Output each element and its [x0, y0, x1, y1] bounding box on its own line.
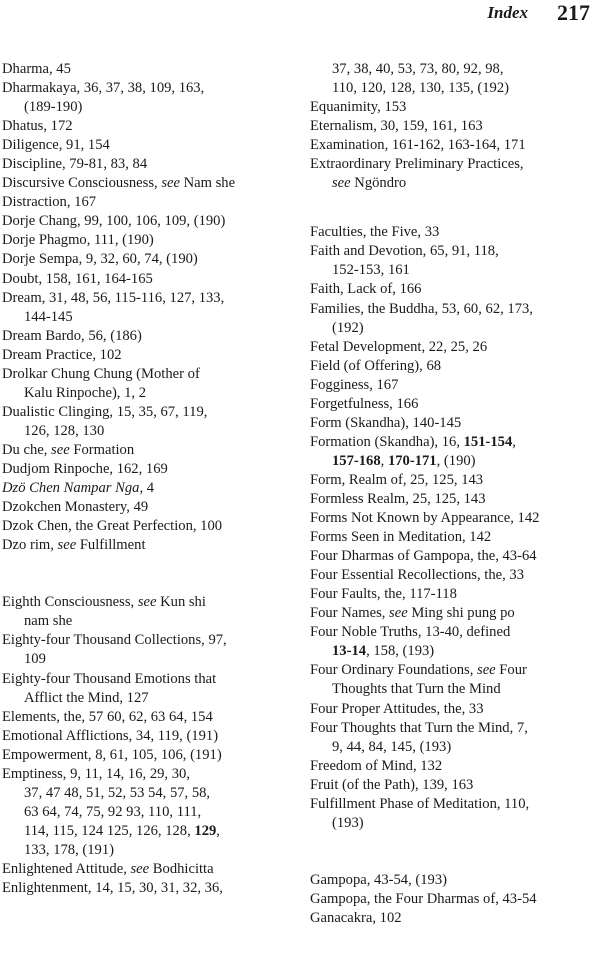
index-entry: Four Essential Recollections, the, 33: [310, 567, 525, 584]
index-entry: Four Thoughts that Turn the Mind, 7,: [310, 719, 528, 736]
index-entry: Dorje Phagmo, 111, (190): [2, 232, 154, 249]
index-entry: Form, Realm of, 25, 125, 143: [310, 471, 484, 488]
index-entry: Dzö Chen Nampar Nga, 4: [2, 480, 155, 497]
index-entry: Dharma, 45: [2, 61, 71, 77]
index-entry: Dream, 31, 48, 56, 115-116, 127, 133,: [2, 289, 225, 306]
index-entry: Du che, see Formation: [2, 441, 135, 458]
index-entry: Drolkar Chung Chung (Mother of: [2, 365, 200, 382]
index-entry: Four Noble Truths, 13-40, defined: [310, 624, 511, 641]
index-entry-continuation: 133, 178, (191): [24, 841, 114, 858]
index-entry-continuation: 157-168, 170-171, (190): [332, 452, 476, 469]
index-entry: Discipline, 79-81, 83, 84: [2, 156, 148, 173]
index-entry: Dream Bardo, 56, (186): [2, 327, 142, 344]
index-entry: Discursive Consciousness, see Nam she: [2, 175, 236, 192]
page-number: 217: [557, 0, 590, 25]
index-entry: Four Proper Attitudes, the, 33: [310, 700, 484, 717]
index-entry: Equanimity, 153: [310, 99, 407, 116]
index-entry: Freedom of Mind, 132: [310, 757, 443, 774]
index-entry: Dorje Chang, 99, 100, 106, 109, (190): [2, 213, 226, 230]
index-entry: Doubt, 158, 161, 164-165: [2, 270, 153, 287]
index-entry: Eighth Consciousness, see Kun shi: [2, 594, 206, 611]
index-entry: Forgetfulness, 166: [310, 395, 419, 412]
index-entry: Dorje Sempa, 9, 32, 60, 74, (190): [2, 251, 198, 268]
index-entry: Dhatus, 172: [2, 118, 73, 135]
index-entry: Formation (Skandha), 16, 151-154,: [310, 433, 516, 450]
index-entry: Faculties, the Five, 33: [310, 224, 440, 241]
section-gap: [2, 555, 292, 593]
index-entry: Form (Skandha), 140-145: [310, 414, 462, 431]
index-entry: Field (of Offering), 68: [310, 357, 442, 374]
index-entry: Fulfillment Phase of Meditation, 110,: [310, 795, 530, 812]
index-entry: Emotional Afflictions, 34, 119, (191): [2, 727, 219, 744]
index-entry: Dharmakaya, 36, 37, 38, 109, 163,: [2, 80, 205, 97]
index-entry: Emptiness, 9, 11, 14, 16, 29, 30,: [2, 765, 190, 782]
index-entry-continuation: (189-190): [24, 99, 83, 116]
index-entry: Gampopa, 43-54, (193): [310, 871, 447, 888]
index-entry: Four Names, see Ming shi pung po: [310, 605, 515, 622]
index-column-right: [310, 60, 600, 928]
index-entry: Forms Seen in Meditation, 142: [310, 529, 492, 546]
index-entry: Dzokchen Monastery, 49: [2, 499, 149, 516]
index-entry-continuation: 13-14, 158, (193): [332, 643, 435, 660]
page-header: [0, 0, 600, 30]
index-entry: Empowerment, 8, 61, 105, 106, (191): [2, 746, 222, 763]
index-entry-continuation: see Ngöndro: [332, 175, 407, 192]
index-entry-continuation: Thoughts that Turn the Mind: [332, 681, 501, 698]
index-entry: Four Faults, the, 117-118: [310, 586, 457, 603]
index-entry: Formless Realm, 25, 125, 143: [310, 490, 486, 507]
index-entry: Dualistic Clinging, 15, 35, 67, 119,: [2, 403, 208, 420]
index-entry: Gampopa, the Four Dharmas of, 43-54: [310, 890, 537, 907]
index-entry: Eighty-four Thousand Emotions that: [2, 670, 217, 687]
index-entry-continuation: 126, 128, 130: [24, 422, 105, 439]
index-entry: Extraordinary Preliminary Practices,: [310, 156, 524, 173]
index-entry: Fogginess, 167: [310, 376, 399, 393]
index-entry: Fruit (of the Path), 139, 163: [310, 776, 474, 793]
index-entry-continuation: (193): [332, 814, 364, 831]
index-entry-continuation: 37, 38, 40, 53, 73, 80, 92, 98,: [332, 61, 504, 77]
index-entry: Forms Not Known by Appearance, 142: [310, 510, 540, 527]
index-entry: Dudjom Rinpoche, 162, 169: [2, 460, 168, 477]
index-entry: Dzo rim, see Fulfillment: [2, 537, 146, 554]
index-entry-continuation: 152-153, 161: [332, 262, 410, 279]
index-entry: Enlightened Attitude, see Bodhicitta: [2, 860, 214, 877]
index-entry: Dzok Chen, the Great Perfection, 100: [2, 518, 223, 535]
index-entry-continuation: 37, 47 48, 51, 52, 53 54, 57, 58,: [24, 784, 211, 801]
index-entry: Enlightenment, 14, 15, 30, 31, 32, 36,: [2, 880, 223, 897]
index-entry-continuation: 9, 44, 84, 145, (193): [332, 738, 452, 755]
index-entry-continuation: 63 64, 74, 75, 92 93, 110, 111,: [24, 803, 202, 820]
index-entry: Diligence, 91, 154: [2, 137, 110, 154]
index-entry-continuation: 109: [24, 651, 46, 668]
index-entry: Examination, 161-162, 163-164, 171: [310, 137, 526, 154]
index-entry-continuation: 114, 115, 124 125, 126, 128, 129,: [24, 822, 220, 839]
index-entry-continuation: 144-145: [24, 308, 73, 325]
section-gap: [310, 833, 600, 871]
index-entry-continuation: Afflict the Mind, 127: [24, 689, 149, 706]
running-title: Index: [487, 3, 528, 22]
index-entry: Elements, the, 57 60, 62, 63 64, 154: [2, 708, 213, 725]
index-entry: Eighty-four Thousand Collections, 97,: [2, 632, 227, 649]
index-entry: Faith, Lack of, 166: [310, 281, 422, 298]
index-entry: Ganacakra, 102: [310, 910, 402, 927]
index-entry-continuation: (192): [332, 319, 364, 336]
index-entry: Four Ordinary Foundations, see Four: [310, 662, 527, 679]
index-entry: Fetal Development, 22, 25, 26: [310, 338, 488, 355]
index-entry-continuation: Kalu Rinpoche), 1, 2: [24, 384, 146, 401]
index-column-left: [2, 60, 292, 898]
index-entry: Families, the Buddha, 53, 60, 62, 173,: [310, 300, 533, 317]
index-entry: Faith and Devotion, 65, 91, 118,: [310, 243, 499, 260]
index-entry: Eternalism, 30, 159, 161, 163: [310, 118, 483, 135]
index-entry-continuation: nam she: [24, 613, 73, 630]
index-entry: Four Dharmas of Gampopa, the, 43-64: [310, 548, 537, 565]
index-entry: Distraction, 167: [2, 194, 97, 211]
index-entry-continuation: 110, 120, 128, 130, 135, (192): [332, 80, 510, 97]
index-entry: Dream Practice, 102: [2, 346, 122, 363]
section-gap: [310, 193, 600, 223]
